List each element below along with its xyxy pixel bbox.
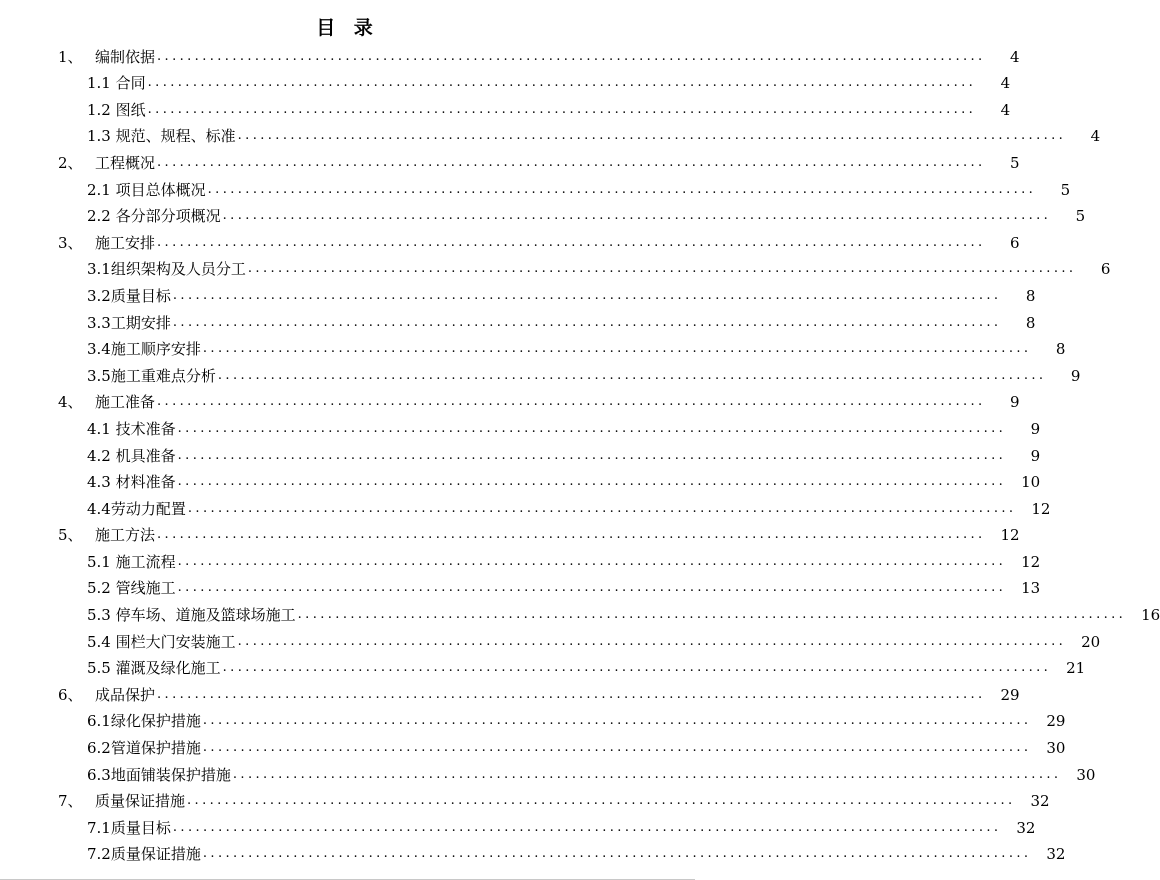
toc-entry-title: 编制依据 [95, 47, 156, 66]
toc-entry-title: 机具准备 [115, 446, 176, 465]
toc-entry-3-5[interactable] [0, 361, 1081, 388]
toc-entry-number: 7、 [58, 792, 83, 811]
toc-entry-5-3[interactable] [0, 600, 1160, 627]
dot-leader: .............................................................................................................. [207, 181, 1037, 197]
toc-entry-title: 施工安排 [95, 233, 156, 252]
toc-entry-5-5[interactable] [0, 654, 1086, 681]
dot-leader: .............................................................................................................. [147, 75, 977, 91]
toc-entry-title: 材料准备 [115, 473, 176, 492]
toc-entry-page: 32 [1046, 845, 1066, 864]
toc-entry-title: 劳动力配置 [110, 499, 186, 518]
toc-entry-page: 12 [1000, 526, 1020, 545]
toc-entry-number: 4.2 [87, 446, 116, 465]
toc-entry-page: 10 [1021, 473, 1041, 492]
toc-entry-number: 6.2 [87, 739, 111, 758]
toc-entry-number: 5.1 [87, 552, 116, 571]
dot-leader: .............................................................................................................. [177, 474, 1007, 490]
dot-leader: .............................................................................................................. [157, 48, 986, 64]
dot-leader: .............................................................................................................. [297, 607, 1127, 623]
toc-entry-title: 管道保护措施 [110, 739, 201, 758]
toc-entry-page: 30 [1076, 765, 1096, 784]
toc-entry-number: 1.3 [87, 127, 116, 146]
toc-entry-6-1[interactable] [0, 707, 1066, 734]
toc-entry-title: 各分部分项概况 [115, 207, 221, 226]
toc-entry-3[interactable] [0, 228, 1020, 255]
toc-entry-title: 成品保护 [95, 685, 156, 704]
toc-entry-number: 1、 [58, 47, 83, 66]
toc-entry-number: 4.4 [87, 499, 111, 518]
toc-entry-page: 13 [1021, 579, 1041, 598]
toc-entry-number: 3.5 [87, 366, 111, 385]
toc-entry-7-1[interactable] [0, 813, 1036, 840]
toc-entry-page: 29 [1000, 685, 1020, 704]
toc-entry-number: 4、 [58, 393, 83, 412]
toc-entry-title: 项目总体概况 [115, 180, 206, 199]
toc-entry-6[interactable] [0, 680, 1020, 707]
toc-entry-number: 6.3 [87, 765, 111, 784]
toc-entry-number: 1.2 [87, 100, 116, 119]
dot-leader: .............................................................................................................. [177, 447, 1007, 463]
toc-entry-page: 4 [1090, 127, 1101, 146]
toc-entry-number: 4.1 [87, 419, 116, 438]
toc-entry-page: 4 [1000, 100, 1011, 119]
toc-entry-title: 组织架构及人员分工 [110, 260, 246, 279]
dot-leader: .............................................................................................................. [172, 314, 1002, 330]
toc-entry-2-2[interactable] [0, 202, 1086, 229]
dot-leader: .............................................................................................................. [237, 633, 1067, 649]
toc-entry-number: 3.3 [87, 313, 111, 332]
toc-entry-7-2[interactable] [0, 840, 1066, 867]
toc-entry-title: 质量目标 [110, 818, 171, 837]
toc-entry-title: 围栏大门安装施工 [115, 632, 236, 651]
toc-entry-title: 技术准备 [115, 419, 176, 438]
toc-entry-4-1[interactable] [0, 414, 1041, 441]
toc-entry-title: 规范、规程、标准 [115, 127, 236, 146]
dot-leader: .............................................................................................................. [147, 101, 977, 117]
toc-entry-page: 6 [1100, 260, 1111, 279]
dot-leader: .............................................................................................................. [202, 713, 1032, 729]
dot-leader: .............................................................................................................. [222, 208, 1052, 224]
toc-entry-number: 6.1 [87, 712, 111, 731]
toc-entry-title: 质量保证措施 [110, 845, 201, 864]
toc-entry-number: 5.2 [87, 579, 116, 598]
toc-entry-1-1[interactable] [0, 69, 1011, 96]
dot-leader: .............................................................................................................. [202, 846, 1032, 862]
toc-entry-page: 32 [1030, 792, 1050, 811]
toc-entry-title: 地面铺装保护措施 [110, 765, 231, 784]
dot-leader: .............................................................................................................. [172, 819, 1002, 835]
toc-entry-1-3[interactable] [0, 122, 1101, 149]
dot-leader: .............................................................................................................. [222, 660, 1052, 676]
toc-entry-number: 5.4 [87, 632, 116, 651]
toc-entry-number: 3、 [58, 233, 83, 252]
toc-entry-page: 4 [1010, 47, 1020, 66]
toc-entry-page: 8 [1025, 313, 1036, 332]
toc-entry-5-4[interactable] [0, 627, 1101, 654]
toc-entry-title: 工期安排 [110, 313, 171, 332]
toc-entry-page: 21 [1066, 659, 1086, 678]
toc-entry-number: 2.2 [87, 207, 116, 226]
toc-entry-page: 8 [1025, 286, 1036, 305]
dot-leader: .............................................................................................................. [232, 766, 1062, 782]
dot-leader: .............................................................................................................. [202, 740, 1032, 756]
dot-leader: .............................................................................................................. [237, 128, 1067, 144]
toc-entry-title: 合同 [115, 74, 146, 93]
toc-entry-number: 7.2 [87, 845, 111, 864]
toc-entry-title: 施工方法 [95, 526, 156, 545]
toc-entry-number: 4.3 [87, 473, 116, 492]
toc-entry-number: 5.3 [87, 606, 116, 625]
toc-entry-6-2[interactable] [0, 733, 1066, 760]
toc-entry-title: 质量目标 [110, 286, 171, 305]
toc-entry-3-1[interactable] [0, 255, 1111, 282]
toc-entry-1-2[interactable] [0, 95, 1011, 122]
dot-leader: .............................................................................................................. [177, 553, 1007, 569]
toc-entry-number: 6、 [58, 685, 83, 704]
toc-entry-page: 4 [1000, 74, 1011, 93]
toc-entry-page: 5 [1060, 180, 1071, 199]
toc-entry-title: 工程概况 [95, 153, 156, 172]
toc-entry-title: 质量保证措施 [95, 792, 186, 811]
dot-leader: .............................................................................................................. [157, 527, 986, 543]
toc-entry-6-3[interactable] [0, 760, 1096, 787]
toc-entry-5[interactable] [0, 521, 1020, 548]
toc-entry-page: 16 [1141, 606, 1160, 625]
dot-leader: .............................................................................................................. [177, 580, 1007, 596]
toc-entry-1[interactable] [0, 42, 1020, 69]
toc-entry-number: 3.1 [87, 260, 111, 279]
toc-entry-number: 2、 [58, 153, 83, 172]
toc-entry-4[interactable] [0, 388, 1020, 415]
toc-entry-title: 停车场、道施及篮球场施工 [115, 606, 296, 625]
dot-leader: .............................................................................................................. [217, 367, 1047, 383]
dot-leader: .............................................................................................................. [157, 686, 986, 702]
toc-entry-number: 3.2 [87, 286, 111, 305]
toc-entry-page: 6 [1010, 233, 1020, 252]
toc-entry-title: 图纸 [115, 100, 146, 119]
toc-entry-page: 9 [1070, 366, 1081, 385]
toc-entry-page: 5 [1010, 153, 1020, 172]
toc-entry-2[interactable] [0, 148, 1020, 175]
toc-entry-number: 2.1 [87, 180, 116, 199]
dot-leader: .............................................................................................................. [157, 154, 986, 170]
toc-entry-7[interactable] [0, 787, 1050, 814]
table-of-contents [0, 42, 1160, 866]
toc-entry-5-1[interactable] [0, 547, 1041, 574]
dot-leader: .............................................................................................................. [187, 793, 1016, 809]
toc-entry-title: 施工重难点分析 [110, 366, 216, 385]
page-title: 目 录 [316, 17, 379, 39]
toc-entry-page: 12 [1021, 552, 1041, 571]
toc-entry-page: 32 [1016, 818, 1036, 837]
toc-entry-3-4[interactable] [0, 335, 1066, 362]
toc-entry-4-4[interactable] [0, 494, 1051, 521]
dot-leader: .............................................................................................................. [172, 287, 1002, 303]
toc-entry-number: 5、 [58, 526, 83, 545]
toc-entry-4-3[interactable] [0, 468, 1041, 495]
dot-leader: .............................................................................................................. [187, 500, 1017, 516]
toc-entry-page: 30 [1046, 739, 1066, 758]
toc-entry-title: 管线施工 [115, 579, 176, 598]
toc-entry-3-2[interactable] [0, 281, 1036, 308]
toc-entry-page: 29 [1046, 712, 1066, 731]
toc-entry-page: 9 [1030, 446, 1041, 465]
toc-entry-4-2[interactable] [0, 441, 1041, 468]
dot-leader: .............................................................................................................. [157, 394, 986, 410]
toc-entry-page: 5 [1075, 207, 1086, 226]
toc-entry-number: 1.1 [87, 74, 116, 93]
toc-entry-5-2[interactable] [0, 574, 1041, 601]
toc-entry-3-3[interactable] [0, 308, 1036, 335]
toc-entry-number: 3.4 [87, 340, 111, 359]
toc-entry-page: 9 [1010, 393, 1020, 412]
toc-entry-title: 施工顺序安排 [110, 340, 201, 359]
toc-entry-page: 12 [1031, 499, 1051, 518]
toc-entry-page: 8 [1055, 340, 1066, 359]
dot-leader: .............................................................................................................. [202, 341, 1032, 357]
toc-entry-page: 9 [1030, 419, 1041, 438]
toc-entry-title: 灌溉及绿化施工 [115, 659, 221, 678]
toc-entry-title: 施工准备 [95, 393, 156, 412]
dot-leader: .............................................................................................................. [247, 261, 1077, 277]
toc-entry-2-1[interactable] [0, 175, 1071, 202]
dot-leader: .............................................................................................................. [157, 234, 986, 250]
toc-entry-title: 绿化保护措施 [110, 712, 201, 731]
toc-entry-number: 7.1 [87, 818, 111, 837]
toc-entry-title: 施工流程 [115, 552, 176, 571]
toc-entry-page: 20 [1081, 632, 1101, 651]
toc-entry-number: 5.5 [87, 659, 116, 678]
dot-leader: .............................................................................................................. [177, 420, 1007, 436]
